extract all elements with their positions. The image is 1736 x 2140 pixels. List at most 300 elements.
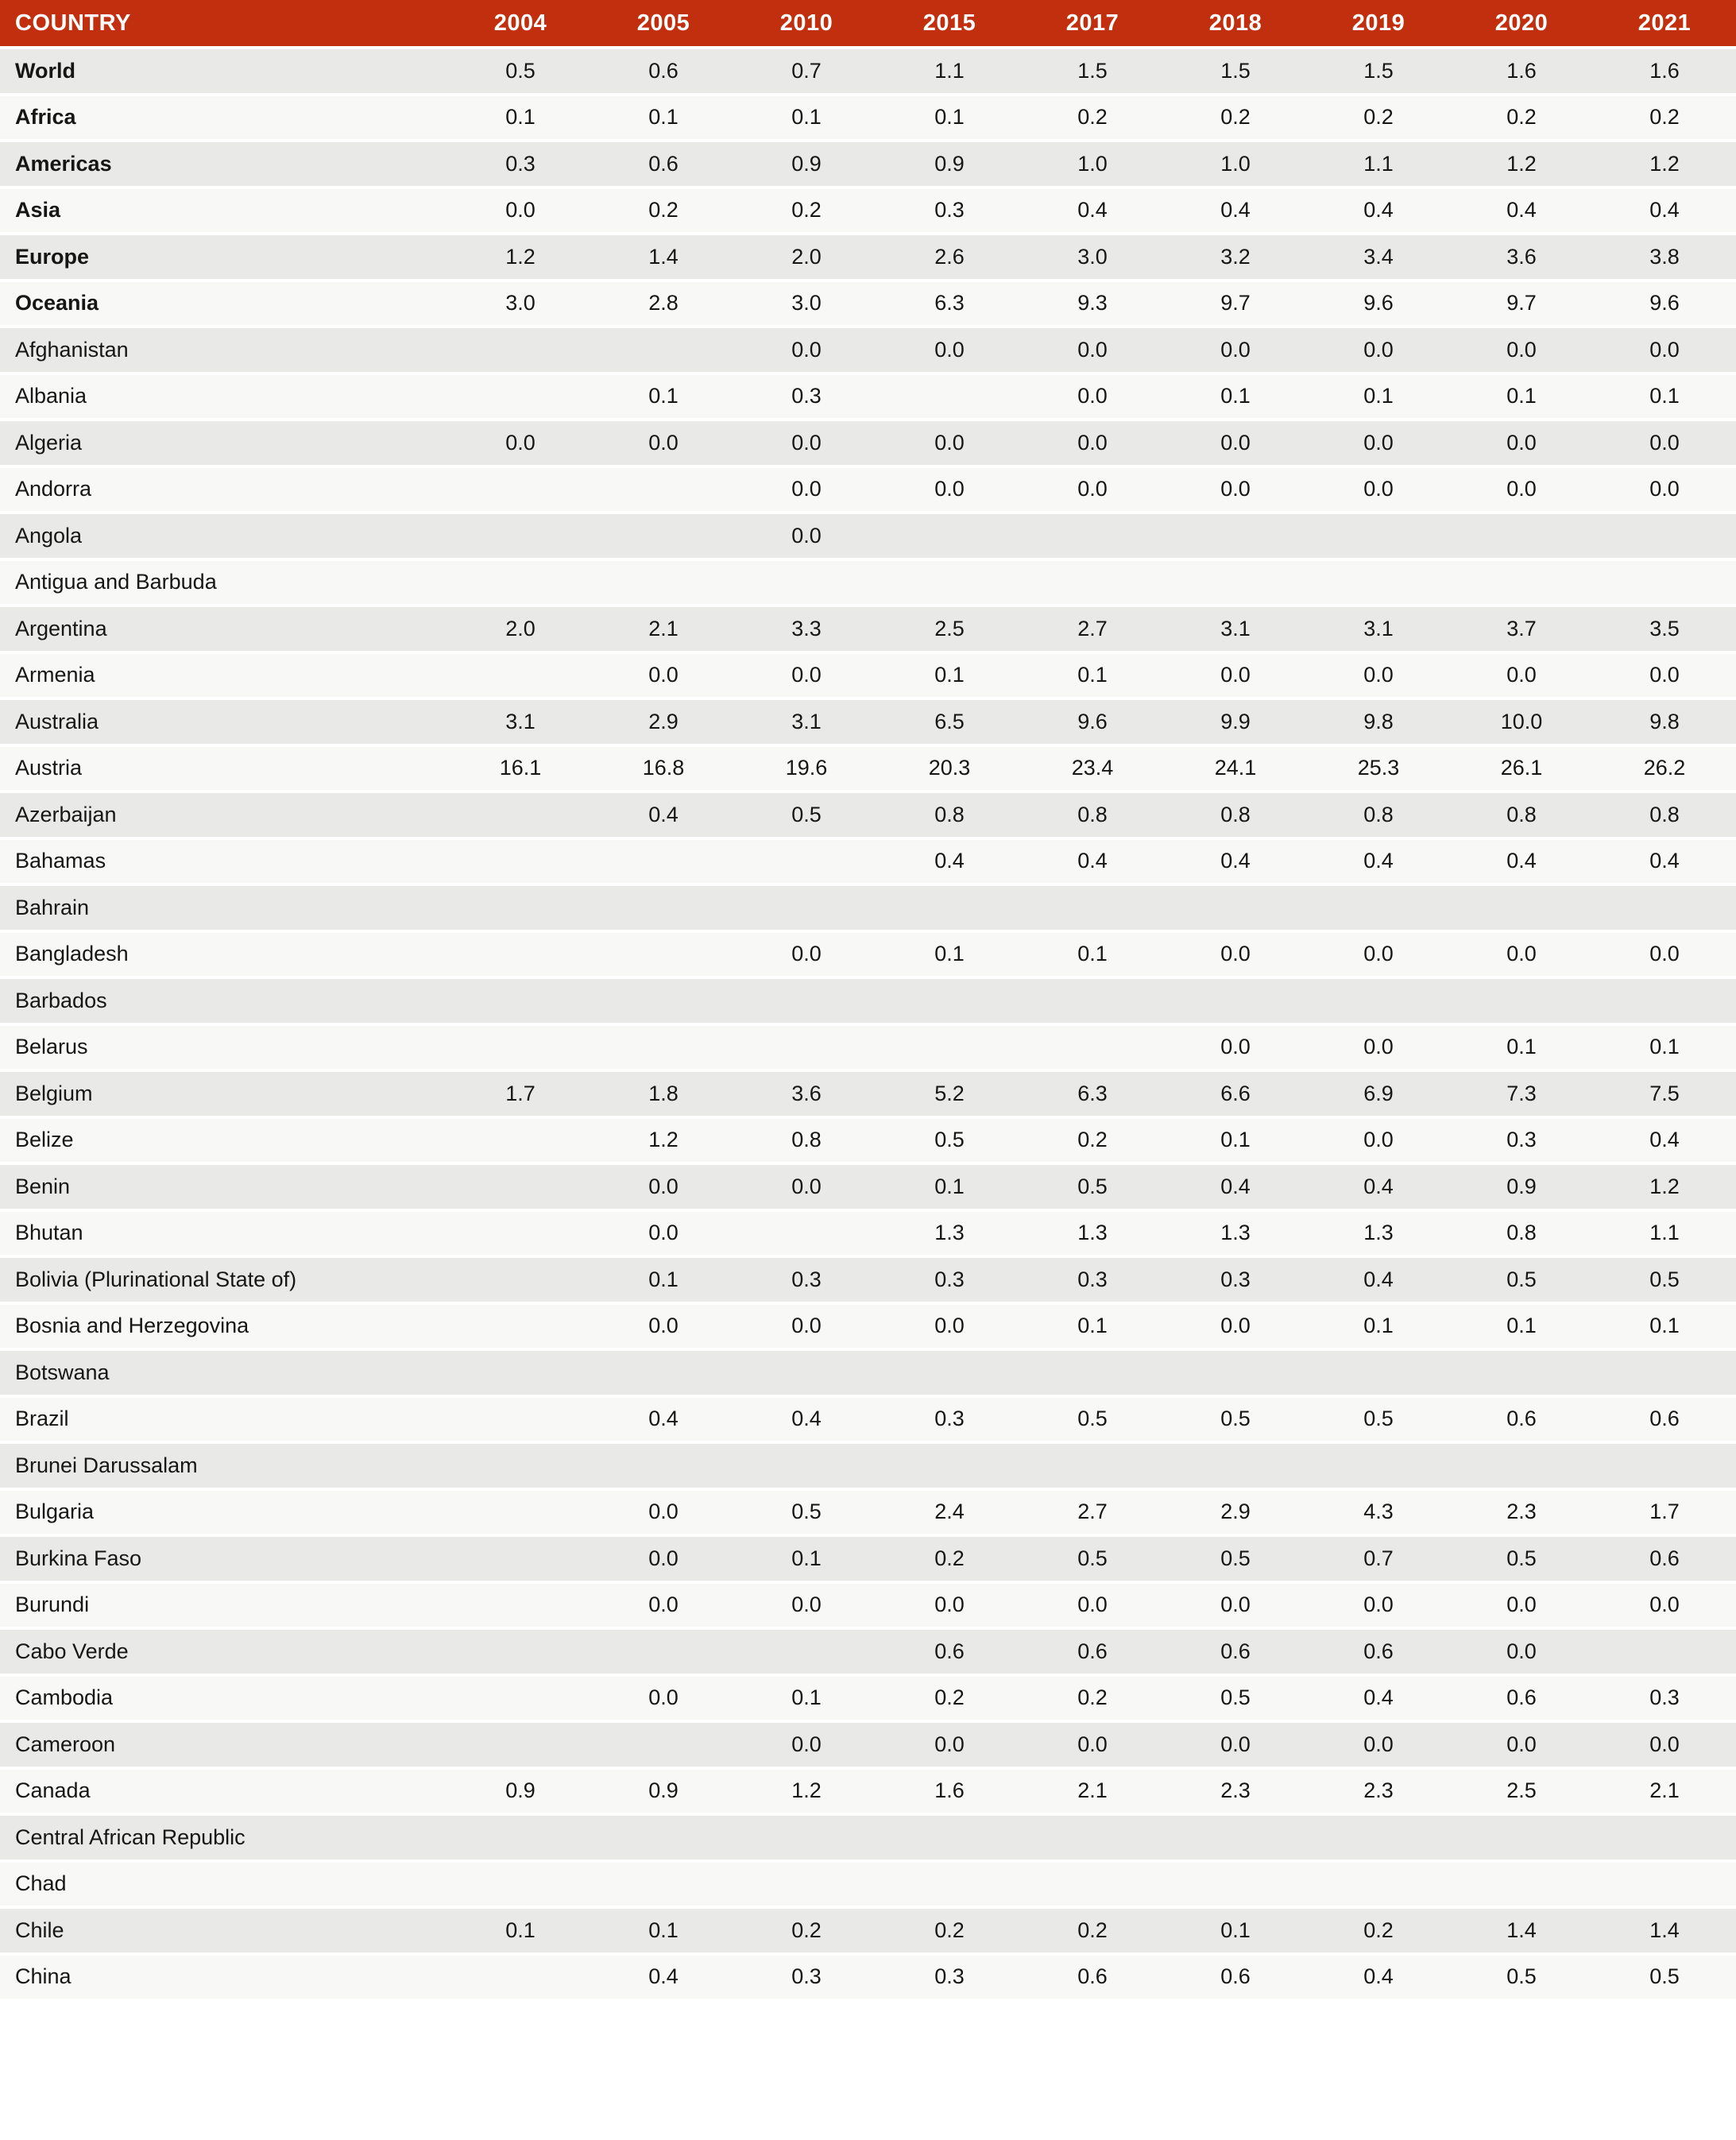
value-cell: 1.3 [1164, 1212, 1307, 1259]
table-body [0, 49, 1736, 2002]
value-cell [449, 1863, 592, 1910]
value-cell: 25.3 [1307, 747, 1450, 794]
value-cell [1164, 1816, 1307, 1863]
value-cell [449, 793, 592, 840]
value-cell [592, 328, 735, 375]
country-name: Central African Republic [0, 1816, 449, 1863]
value-cell [878, 514, 1021, 561]
value-cell: 0.7 [735, 49, 878, 96]
value-cell: 0.0 [1450, 328, 1593, 375]
table-row [0, 1956, 1736, 2003]
value-cell: 0.0 [1307, 468, 1450, 515]
value-cell: 0.4 [1164, 189, 1307, 236]
value-cell: 0.0 [1164, 328, 1307, 375]
value-cell: 0.0 [1307, 421, 1450, 468]
country-name: Bahamas [0, 840, 449, 887]
table-row [0, 561, 1736, 608]
value-cell [449, 1816, 592, 1863]
value-cell: 0.8 [1593, 793, 1736, 840]
country-name: Bangladesh [0, 933, 449, 980]
table-row [0, 1072, 1736, 1119]
value-cell [1593, 979, 1736, 1026]
table-row [0, 142, 1736, 189]
value-cell: 0.0 [1164, 1723, 1307, 1770]
value-cell [1307, 561, 1450, 608]
value-cell: 1.5 [1164, 49, 1307, 96]
value-cell [1021, 979, 1164, 1026]
value-cell [735, 1212, 878, 1259]
value-cell: 2.7 [1021, 1491, 1164, 1538]
column-header-year-2005: 2005 [592, 0, 735, 49]
value-cell: 2.1 [592, 607, 735, 654]
value-cell: 9.7 [1164, 282, 1307, 329]
value-cell: 0.1 [735, 1537, 878, 1584]
value-cell: 0.1 [1450, 375, 1593, 422]
value-cell: 0.8 [735, 1119, 878, 1166]
value-cell [1593, 886, 1736, 933]
column-header-country: COUNTRY [0, 0, 449, 49]
value-cell: 0.0 [878, 1305, 1021, 1352]
value-cell: 3.4 [1307, 235, 1450, 282]
value-cell: 0.8 [1021, 793, 1164, 840]
table-row [0, 1816, 1736, 1863]
value-cell: 0.5 [1164, 1537, 1307, 1584]
country-name: Botswana [0, 1351, 449, 1398]
country-name: Bosnia and Herzegovina [0, 1305, 449, 1352]
value-cell: 0.0 [1164, 933, 1307, 980]
value-cell: 0.0 [592, 1212, 735, 1259]
value-cell [1450, 514, 1593, 561]
table-header [0, 0, 1736, 49]
value-cell [592, 933, 735, 980]
value-cell [592, 1816, 735, 1863]
value-cell: 0.0 [735, 1584, 878, 1631]
country-name: Australia [0, 700, 449, 747]
value-cell: 0.1 [1307, 375, 1450, 422]
value-cell: 0.5 [1593, 1258, 1736, 1305]
value-cell: 0.9 [735, 142, 878, 189]
value-cell: 0.4 [735, 1398, 878, 1445]
country-name: Belgium [0, 1072, 449, 1119]
value-cell: 1.2 [1593, 1165, 1736, 1212]
country-name: Europe [0, 235, 449, 282]
value-cell [1307, 1444, 1450, 1491]
value-cell [1164, 1863, 1307, 1910]
value-cell [1450, 1816, 1593, 1863]
value-cell [1164, 561, 1307, 608]
value-cell: 0.0 [1307, 1723, 1450, 1770]
value-cell: 0.2 [735, 189, 878, 236]
value-cell: 0.8 [1450, 1212, 1593, 1259]
value-cell [449, 979, 592, 1026]
value-cell: 0.1 [1021, 1305, 1164, 1352]
value-cell: 0.0 [735, 421, 878, 468]
value-cell: 3.3 [735, 607, 878, 654]
value-cell [1307, 886, 1450, 933]
value-cell: 0.3 [878, 189, 1021, 236]
value-cell [592, 840, 735, 887]
value-cell: 0.0 [878, 1584, 1021, 1631]
value-cell: 0.7 [1307, 1537, 1450, 1584]
value-cell [1307, 1351, 1450, 1398]
country-name: China [0, 1956, 449, 2003]
country-name: Chile [0, 1909, 449, 1956]
country-name: Afghanistan [0, 328, 449, 375]
country-name: Bhutan [0, 1212, 449, 1259]
value-cell: 0.8 [1450, 793, 1593, 840]
value-cell [1593, 561, 1736, 608]
value-cell: 0.3 [878, 1258, 1021, 1305]
country-name: Andorra [0, 468, 449, 515]
value-cell: 6.9 [1307, 1072, 1450, 1119]
value-cell [1021, 1351, 1164, 1398]
value-cell [1021, 561, 1164, 608]
value-cell [592, 561, 735, 608]
value-cell [1021, 1816, 1164, 1863]
value-cell: 3.0 [1021, 235, 1164, 282]
value-cell: 0.1 [1164, 1909, 1307, 1956]
value-cell: 0.2 [1450, 96, 1593, 143]
table-row [0, 793, 1736, 840]
value-cell: 0.6 [1593, 1537, 1736, 1584]
value-cell: 0.2 [735, 1909, 878, 1956]
value-cell: 0.1 [735, 1677, 878, 1724]
value-cell [1021, 1863, 1164, 1910]
value-cell: 0.1 [1593, 1026, 1736, 1073]
value-cell: 0.5 [1021, 1398, 1164, 1445]
country-name: Cabo Verde [0, 1630, 449, 1677]
country-name: Canada [0, 1770, 449, 1817]
value-cell [592, 1444, 735, 1491]
country-name: Belize [0, 1119, 449, 1166]
value-cell: 2.7 [1021, 607, 1164, 654]
value-cell [878, 375, 1021, 422]
value-cell: 0.3 [735, 1258, 878, 1305]
value-cell: 0.8 [1307, 793, 1450, 840]
value-cell: 9.6 [1021, 700, 1164, 747]
value-cell: 0.1 [878, 96, 1021, 143]
value-cell: 9.8 [1307, 700, 1450, 747]
value-cell [878, 979, 1021, 1026]
value-cell [592, 1723, 735, 1770]
value-cell: 0.4 [1593, 840, 1736, 887]
value-cell: 1.0 [1164, 142, 1307, 189]
country-name: Austria [0, 747, 449, 794]
value-cell: 0.5 [1450, 1537, 1593, 1584]
country-name: Barbados [0, 979, 449, 1026]
value-cell [449, 1026, 592, 1073]
value-cell [449, 1491, 592, 1538]
value-cell: 0.0 [878, 1723, 1021, 1770]
country-name: Asia [0, 189, 449, 236]
value-cell: 1.3 [1021, 1212, 1164, 1259]
value-cell: 0.0 [1593, 1723, 1736, 1770]
value-cell: 0.4 [1307, 1165, 1450, 1212]
value-cell [735, 886, 878, 933]
table-row [0, 1165, 1736, 1212]
value-cell [1021, 886, 1164, 933]
value-cell: 6.5 [878, 700, 1021, 747]
table-row [0, 375, 1736, 422]
value-cell: 0.0 [735, 514, 878, 561]
country-name: Cameroon [0, 1723, 449, 1770]
value-cell: 20.3 [878, 747, 1021, 794]
value-cell: 0.0 [592, 421, 735, 468]
column-header-year-2018: 2018 [1164, 0, 1307, 49]
country-name: Africa [0, 96, 449, 143]
value-cell [449, 375, 592, 422]
value-cell: 0.5 [878, 1119, 1021, 1166]
value-cell [1593, 1630, 1736, 1677]
table-row [0, 49, 1736, 96]
value-cell: 1.4 [592, 235, 735, 282]
value-cell: 2.8 [592, 282, 735, 329]
table-row [0, 1677, 1736, 1724]
value-cell: 7.5 [1593, 1072, 1736, 1119]
value-cell: 0.9 [592, 1770, 735, 1817]
value-cell: 1.1 [1593, 1212, 1736, 1259]
value-cell [1164, 1444, 1307, 1491]
value-cell: 23.4 [1021, 747, 1164, 794]
value-cell: 0.4 [1021, 840, 1164, 887]
value-cell: 0.0 [1593, 328, 1736, 375]
value-cell: 24.1 [1164, 747, 1307, 794]
value-cell: 0.4 [1450, 189, 1593, 236]
value-cell: 1.4 [1450, 1909, 1593, 1956]
value-cell: 0.2 [878, 1677, 1021, 1724]
value-cell: 1.7 [449, 1072, 592, 1119]
table-row [0, 933, 1736, 980]
value-cell: 0.6 [592, 142, 735, 189]
value-cell [592, 514, 735, 561]
value-cell: 0.0 [1021, 421, 1164, 468]
value-cell: 0.8 [1164, 793, 1307, 840]
value-cell [592, 1630, 735, 1677]
value-cell: 1.3 [1307, 1212, 1450, 1259]
value-cell [1021, 1444, 1164, 1491]
value-cell [1593, 1816, 1736, 1863]
value-cell [449, 1956, 592, 2003]
value-cell: 0.1 [592, 96, 735, 143]
value-cell: 1.6 [1450, 49, 1593, 96]
value-cell: 0.1 [878, 1165, 1021, 1212]
value-cell: 0.0 [735, 468, 878, 515]
value-cell: 0.1 [592, 1258, 735, 1305]
value-cell: 2.5 [878, 607, 1021, 654]
value-cell [592, 979, 735, 1026]
value-cell: 0.3 [878, 1956, 1021, 2003]
value-cell [1021, 514, 1164, 561]
value-cell: 0.2 [592, 189, 735, 236]
value-cell [449, 1630, 592, 1677]
value-cell [1164, 979, 1307, 1026]
value-cell: 0.0 [1593, 933, 1736, 980]
column-header-year-2015: 2015 [878, 0, 1021, 49]
value-cell [735, 1816, 878, 1863]
value-cell: 2.9 [1164, 1491, 1307, 1538]
value-cell: 0.0 [592, 1677, 735, 1724]
value-cell: 1.3 [878, 1212, 1021, 1259]
value-cell: 0.9 [449, 1770, 592, 1817]
value-cell: 0.0 [1021, 328, 1164, 375]
country-name: Bahrain [0, 886, 449, 933]
country-name: Albania [0, 375, 449, 422]
table-row [0, 421, 1736, 468]
value-cell: 0.1 [1164, 1119, 1307, 1166]
value-cell: 0.0 [592, 1584, 735, 1631]
value-cell: 0.0 [592, 1491, 735, 1538]
value-cell: 0.1 [878, 654, 1021, 701]
value-cell: 0.4 [1450, 840, 1593, 887]
value-cell: 0.6 [1021, 1630, 1164, 1677]
value-cell: 3.5 [1593, 607, 1736, 654]
table-row [0, 1351, 1736, 1398]
value-cell [735, 1444, 878, 1491]
country-name: Oceania [0, 282, 449, 329]
table-row [0, 1863, 1736, 1910]
value-cell: 10.0 [1450, 700, 1593, 747]
value-cell: 0.0 [1164, 1584, 1307, 1631]
value-cell: 0.0 [592, 1305, 735, 1352]
value-cell: 0.2 [1164, 96, 1307, 143]
country-name: Antigua and Barbuda [0, 561, 449, 608]
table-row [0, 1770, 1736, 1817]
table-row [0, 1305, 1736, 1352]
value-cell: 0.0 [1307, 1584, 1450, 1631]
table-row [0, 1537, 1736, 1584]
value-cell: 0.0 [1450, 933, 1593, 980]
value-cell [449, 1723, 592, 1770]
value-cell [1307, 1816, 1450, 1863]
value-cell: 6.3 [878, 282, 1021, 329]
value-cell: 1.7 [1593, 1491, 1736, 1538]
value-cell [449, 468, 592, 515]
value-cell [878, 561, 1021, 608]
value-cell: 0.5 [735, 1491, 878, 1538]
country-name: Algeria [0, 421, 449, 468]
value-cell: 0.5 [1021, 1165, 1164, 1212]
value-cell: 4.3 [1307, 1491, 1450, 1538]
value-cell [1164, 514, 1307, 561]
table-row [0, 886, 1736, 933]
value-cell: 0.4 [1593, 1119, 1736, 1166]
value-cell: 2.0 [735, 235, 878, 282]
value-cell: 0.1 [449, 96, 592, 143]
value-cell [449, 1258, 592, 1305]
value-cell [1450, 1351, 1593, 1398]
value-cell: 0.0 [735, 933, 878, 980]
value-cell [1593, 1351, 1736, 1398]
value-cell: 0.8 [878, 793, 1021, 840]
value-cell: 3.6 [1450, 235, 1593, 282]
country-name: Benin [0, 1165, 449, 1212]
value-cell: 7.3 [1450, 1072, 1593, 1119]
table-row [0, 700, 1736, 747]
country-name: Angola [0, 514, 449, 561]
value-cell [592, 886, 735, 933]
value-cell: 0.5 [449, 49, 592, 96]
value-cell [878, 1351, 1021, 1398]
table-row [0, 747, 1736, 794]
value-cell: 0.1 [878, 933, 1021, 980]
value-cell: 0.2 [1593, 96, 1736, 143]
table-row [0, 1630, 1736, 1677]
value-cell: 0.5 [1164, 1398, 1307, 1445]
value-cell [1307, 979, 1450, 1026]
value-cell: 1.1 [1307, 142, 1450, 189]
value-cell [449, 1537, 592, 1584]
value-cell: 0.2 [1021, 96, 1164, 143]
value-cell [592, 468, 735, 515]
value-cell: 0.2 [1021, 1909, 1164, 1956]
value-cell: 0.0 [1307, 328, 1450, 375]
value-cell: 0.1 [1450, 1026, 1593, 1073]
table-row [0, 1491, 1736, 1538]
value-cell [735, 1863, 878, 1910]
value-cell: 1.2 [1450, 142, 1593, 189]
country-name: Chad [0, 1863, 449, 1910]
value-cell: 0.0 [1021, 468, 1164, 515]
value-cell: 1.2 [449, 235, 592, 282]
value-cell: 9.6 [1593, 282, 1736, 329]
value-cell: 1.0 [1021, 142, 1164, 189]
value-cell: 0.1 [1593, 375, 1736, 422]
value-cell [592, 1026, 735, 1073]
value-cell: 3.2 [1164, 235, 1307, 282]
value-cell: 0.4 [1593, 189, 1736, 236]
table-row [0, 1723, 1736, 1770]
value-cell: 0.3 [1593, 1677, 1736, 1724]
country-name: Americas [0, 142, 449, 189]
country-name: World [0, 49, 449, 96]
table-row [0, 1212, 1736, 1259]
value-cell: 3.8 [1593, 235, 1736, 282]
value-cell: 1.4 [1593, 1909, 1736, 1956]
value-cell: 0.6 [1021, 1956, 1164, 2003]
country-name: Azerbaijan [0, 793, 449, 840]
value-cell: 1.8 [592, 1072, 735, 1119]
value-cell [735, 979, 878, 1026]
column-header-year-2004: 2004 [449, 0, 592, 49]
value-cell [449, 1444, 592, 1491]
value-cell [878, 1863, 1021, 1910]
value-cell: 0.6 [1164, 1956, 1307, 2003]
value-cell: 0.1 [1593, 1305, 1736, 1352]
country-name: Belarus [0, 1026, 449, 1073]
value-cell: 1.5 [1021, 49, 1164, 96]
column-header-year-2010: 2010 [735, 0, 878, 49]
value-cell: 0.3 [1450, 1119, 1593, 1166]
value-cell [449, 886, 592, 933]
value-cell [449, 514, 592, 561]
value-cell: 16.1 [449, 747, 592, 794]
value-cell: 0.2 [1021, 1677, 1164, 1724]
value-cell: 0.9 [1450, 1165, 1593, 1212]
value-cell: 0.4 [1307, 1956, 1450, 2003]
value-cell: 0.0 [1593, 468, 1736, 515]
value-cell: 0.9 [878, 142, 1021, 189]
table-row [0, 514, 1736, 561]
value-cell: 9.3 [1021, 282, 1164, 329]
value-cell: 3.1 [735, 700, 878, 747]
value-cell: 3.6 [735, 1072, 878, 1119]
value-cell: 0.0 [449, 421, 592, 468]
header-row [0, 0, 1736, 49]
value-cell [1450, 886, 1593, 933]
value-cell: 0.4 [1307, 1677, 1450, 1724]
value-cell: 0.0 [1307, 1026, 1450, 1073]
value-cell: 0.0 [1307, 1119, 1450, 1166]
